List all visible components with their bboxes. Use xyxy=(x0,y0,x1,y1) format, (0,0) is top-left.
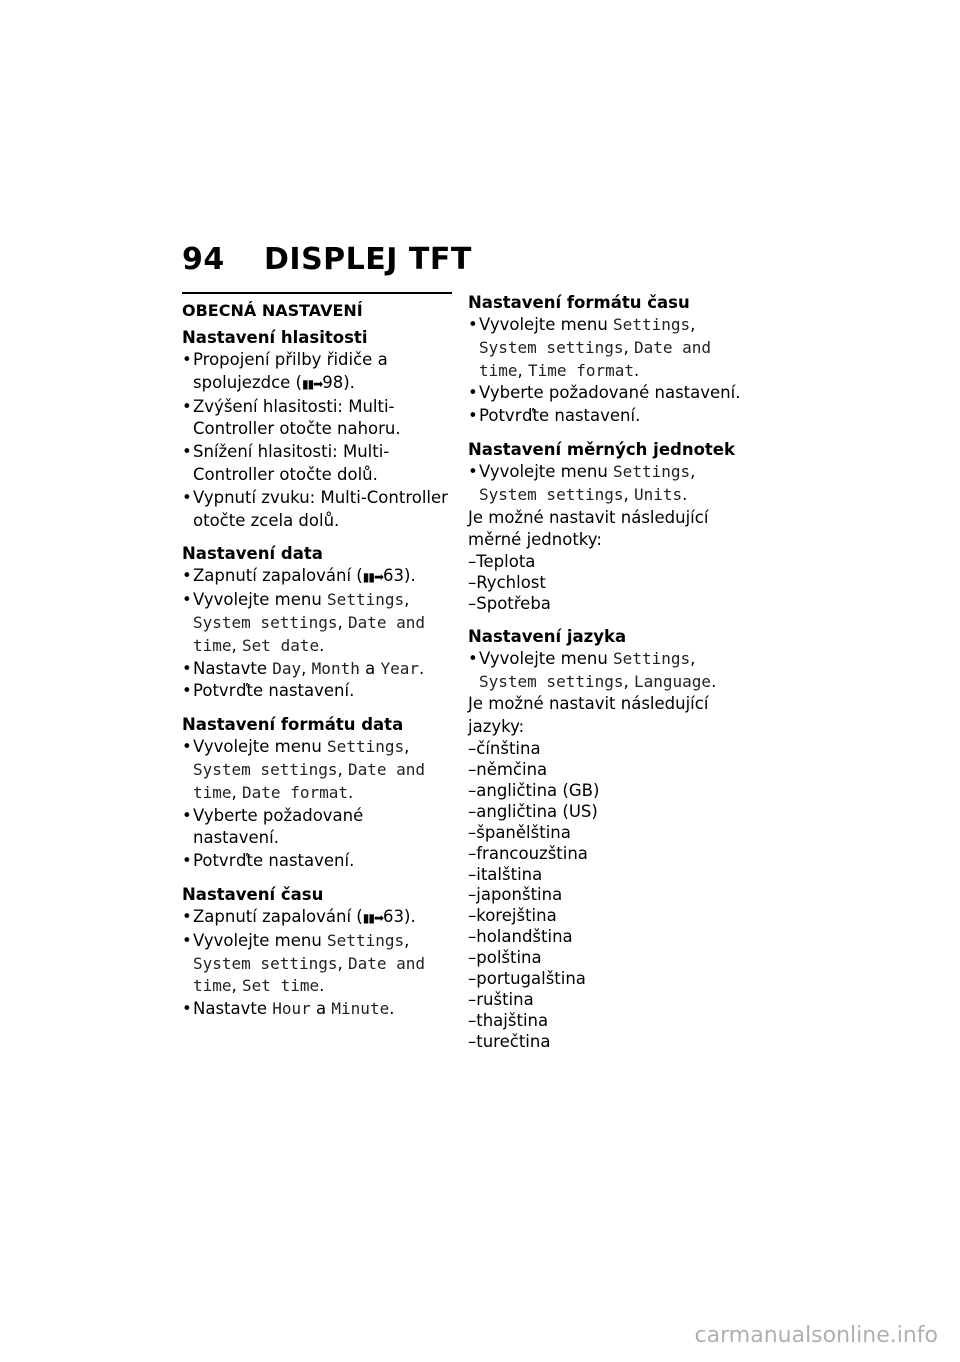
list-item: –portugalština xyxy=(468,969,586,989)
list-item: • Vyvolejte menu Settings, System settings, Date and time, Date format. xyxy=(182,736,452,804)
language-intro: Je možné nastavit následující jazyky: xyxy=(468,694,709,737)
list-item: • Vyvolejte menu Settings, System settings, Date and time, Time format. xyxy=(468,314,758,382)
time-heading: Nastavení času xyxy=(182,884,324,904)
language-section xyxy=(468,626,758,1053)
date-format-heading: Nastavení formátu data xyxy=(182,715,404,735)
page-number: 94 xyxy=(182,242,225,277)
list-item: • Nastavte Hour a Minute. xyxy=(182,998,452,1021)
left-column xyxy=(182,292,452,1032)
list-item: • Vyvolejte menu Settings, System settings, Date and time, Set time. xyxy=(182,930,452,998)
list-item: –thajština xyxy=(468,1010,549,1030)
section-title: OBECNÁ NASTAVENÍ xyxy=(182,301,363,320)
list-item: –čínština xyxy=(468,739,541,759)
language-list xyxy=(468,739,758,1053)
page-header xyxy=(182,242,472,277)
list-item: • Vyvolejte menu Settings, System settings, Date and time, Set date. xyxy=(182,589,452,657)
list-item: • Snížení hlasitosti: Multi-Controller otočte dolů. xyxy=(182,441,452,487)
date-heading: Nastavení data xyxy=(182,544,323,564)
list-item: • Vyberte požadované nastavení. xyxy=(468,382,758,405)
list-item: –španělština xyxy=(468,822,571,842)
units-intro: Je možné nastavit následující měrné jednotky: xyxy=(468,507,709,550)
list-item: –angličtina (GB) xyxy=(468,780,600,800)
time-format-section xyxy=(468,292,758,428)
volume-section xyxy=(182,327,452,532)
list-item: • Vypnutí zvuku: Multi-Controller otočte zcela dolů. xyxy=(182,487,452,533)
arrow-ref-icon: ▮▮➡ xyxy=(362,570,384,585)
page-title: DISPLEJ TFT xyxy=(264,242,472,277)
list-item: • Zapnutí zapalování (▮▮➡63). xyxy=(182,906,452,930)
list-item: • Nastavte Day, Month a Year. xyxy=(182,658,452,681)
list-item: • Zapnutí zapalování (▮▮➡63). xyxy=(182,565,452,589)
list-item: –italština xyxy=(468,864,543,884)
list-item: –korejština xyxy=(468,906,557,926)
time-format-heading: Nastavení formátu času xyxy=(468,293,690,312)
list-item: –holandština xyxy=(468,927,573,947)
list-item: • Potvrďte nastavení. xyxy=(468,405,758,428)
list-item: –Rychlost xyxy=(468,573,546,593)
list-item: • Vyvolejte menu Settings, System settings, Language. xyxy=(468,648,758,694)
watermark: carmanualsonline.info xyxy=(694,1323,938,1348)
volume-heading: Nastavení hlasitosti xyxy=(182,328,368,347)
list-item: –japonština xyxy=(468,885,563,905)
list-item: • Vyvolejte menu Settings, System settings, Units. xyxy=(468,461,758,507)
arrow-ref-icon: ▮▮➡ xyxy=(301,376,323,391)
date-format-section xyxy=(182,714,452,873)
list-item: –ruština xyxy=(468,989,534,1009)
list-item: –němčina xyxy=(468,759,548,779)
list-item: –Spotřeba xyxy=(468,593,551,613)
list-item: –turečtina xyxy=(468,1031,551,1051)
list-item: –polština xyxy=(468,948,542,968)
units-list xyxy=(468,552,758,615)
list-item: • Vyberte požadované nastavení. xyxy=(182,805,452,851)
section-rule xyxy=(182,292,452,294)
right-column xyxy=(468,292,758,1064)
list-item: • Zvýšení hlasitosti: Multi-Controller otočte nahoru. xyxy=(182,396,452,442)
language-heading: Nastavení jazyka xyxy=(468,626,627,646)
list-item: –angličtina (US) xyxy=(468,801,598,821)
arrow-ref-icon: ▮▮➡ xyxy=(362,910,384,925)
date-section xyxy=(182,543,452,703)
list-item: • Potvrďte nastavení. xyxy=(182,680,452,703)
time-section xyxy=(182,884,452,1021)
list-item: • Propojení přilby řidiče a spolujezdce (▮▮➡98). xyxy=(182,349,452,396)
list-item: • Potvrďte nastavení. xyxy=(182,850,452,873)
units-section xyxy=(468,439,758,615)
list-item: –Teplota xyxy=(468,552,536,572)
units-heading: Nastavení měrných jednotek xyxy=(468,439,735,459)
list-item: –francouzština xyxy=(468,843,588,863)
